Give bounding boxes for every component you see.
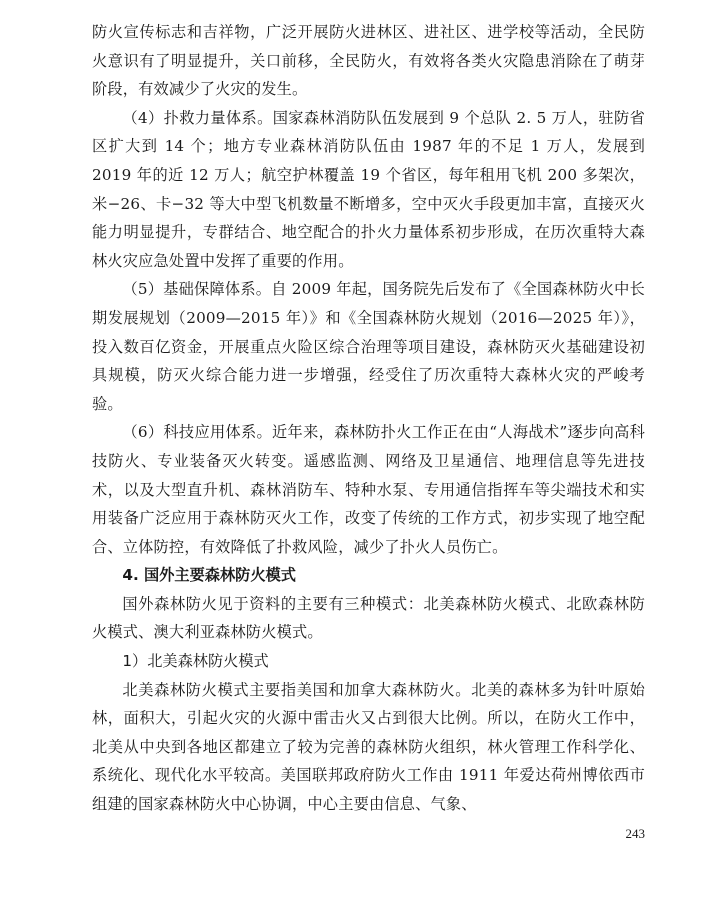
page-number: 243	[625, 826, 645, 841]
paragraph-rescue-force: （4）扑救力量体系。国家森林消防队伍发展到 9 个总队 2. 5 万人，驻防省区扩大到 14 个；地方专业森林消防队伍由 1987 年的不足 1 万人，发展到 2019 年的近 12 万人；航空护林覆盖 19 个省区，每年租用飞机 200 多架次，米−26、卡−32 等大中型飞机数量不断增多，空中灭火手段更加丰富，直接灭火能力明显提升，专群结合、地空配合的扑火力量体系初步形成，在历次重特大森林火灾应急处置中发挥了重要的作用。	[92, 108, 645, 270]
section-intro: 国外森林防火见于资料的主要有三种模式：北美森林防火模式、北欧森林防火模式、澳大利亚森林防火模式。	[92, 594, 645, 642]
subsection-heading: 1）北美森林防火模式	[122, 652, 269, 671]
paragraph-infrastructure: （5）基础保障体系。自 2009 年起，国务院先后发布了《全国森林防火中长期发展规划（2009—2015 年）》和《全国森林防火规划（2016—2025 年）》，投入数百亿资金，开展重点火险区综合治理等项目建设，森林防灭火基础建设初具规模，防灭火综合能力进一步增强，经受住了历次重特大森林火灾的严峻考验。	[92, 280, 645, 413]
paragraph-fire-awareness: 防火宣传标志和吉祥物，广泛开展防火进林区、进社区、进学校等活动，全民防火意识有了明显提升，关口前移，全民防火，有效将各类火灾隐患消除在了萌芽阶段，有效减少了火灾的发生。	[92, 23, 645, 99]
paragraph-technology: （6）科技应用体系。近年来，森林防扑火工作正在由“人海战术”逐步向高科技防火、专业装备灭火转变。遥感监测、网络及卫星通信、地理信息等先进技术，以及大型直升机、森林消防车、特种水泵、专用通信指挥车等尖端技术和实用装备广泛应用于森林防灭火工作，改变了传统的工作方式，初步实现了地空配合、立体防控，有效降低了扑救风险，减少了扑火人员伤亡。	[92, 423, 645, 556]
subsection-body: 北美森林防火模式主要指美国和加拿大森林防火。北美的森林多为针叶原始林，面积大，引起火灾的火源中雷击火又占到很大比例。所以，在防火工作中，北美从中央到各地区都建立了较为完善的森林防火组织，林火管理工作科学化、系统化、现代化水平较高。美国联邦政府防火工作由 1911 年爱达荷州博依西市组建的国家森林防火中心协调，中心主要由信息、气象、	[92, 680, 645, 814]
section-heading: 4. 国外主要森林防火模式	[122, 566, 296, 585]
